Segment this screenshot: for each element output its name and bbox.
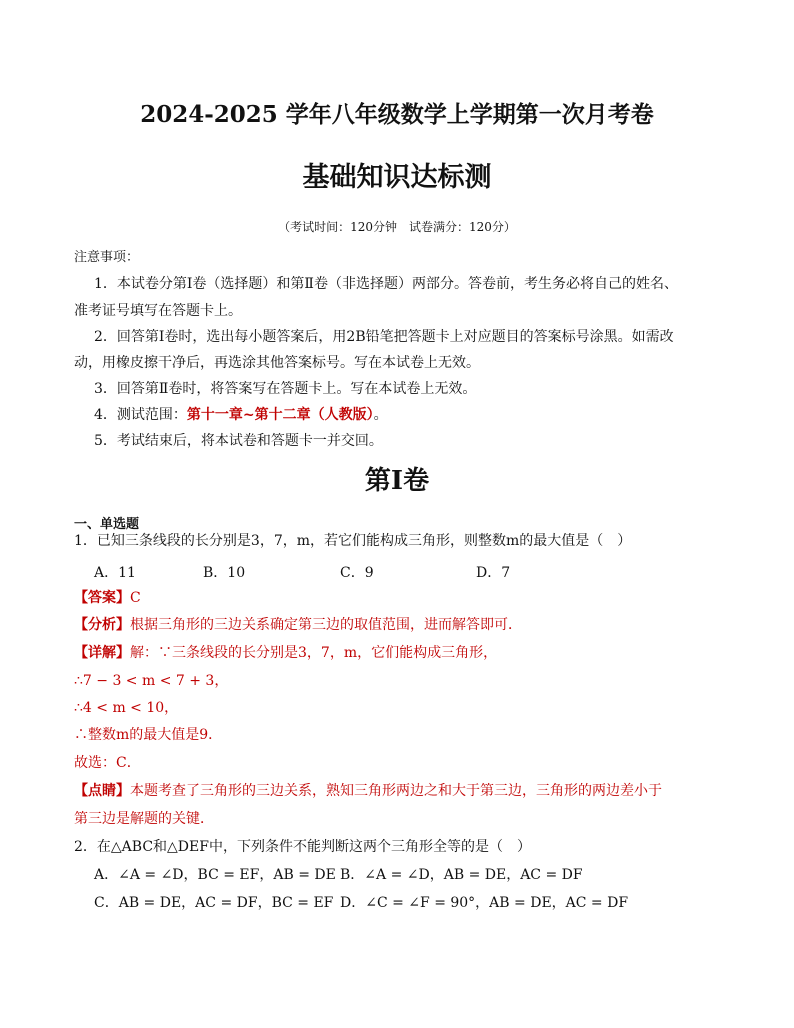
note-item-2-line-2: 动，用橡皮擦干净后，再选涂其他答案标号。写在本试卷上无效。 — [74, 355, 480, 371]
volume-title: 第Ⅰ卷 — [364, 466, 430, 496]
answer-tag: 【答案】 — [74, 590, 130, 606]
solution-step-2: ∴4 < m < 10， — [74, 700, 179, 716]
question-1-analysis — [74, 614, 522, 634]
question-1-comment — [74, 780, 662, 800]
note-item-4-prefix: 4．测试范围： — [94, 407, 187, 423]
question-1-comment-line-2: 第三边是解题的关键． — [74, 811, 214, 827]
analysis-tag: 【分析】 — [74, 617, 130, 633]
analysis-text: 根据三角形的三边关系确定第三边的取值范围，进而解答即可． — [130, 617, 522, 633]
question-1-answer — [74, 587, 141, 607]
question-1-option-b: B．10 — [203, 565, 246, 581]
note-item-1-line-2: 准考证号填写在答题卡上。 — [74, 303, 242, 319]
note-item-3: 3．回答第Ⅱ卷时，将答案写在答题卡上。写在本试卷上无效。 — [94, 381, 477, 397]
comment-text: 本题考查了三角形的三边关系，熟知三角形两边之和大于第三边，三角形的两边差小于 — [130, 783, 662, 799]
solution-step-3: ∴整数m的最大值是9． — [74, 727, 223, 743]
question-1-stem: 1．已知三条线段的长分别是3，7，m，若它们能构成三角形，则整数m的最大值是（ ） — [74, 533, 632, 549]
section-title: 一、单选题 — [74, 517, 140, 532]
comment-tag: 【点睛】 — [74, 783, 130, 799]
document-title: 2024-2025 学年八年级数学上学期第一次月考卷 — [140, 101, 654, 128]
question-2-option-a: A．∠A = ∠D，BC = EF，AB = DE — [94, 867, 336, 883]
question-1-detail — [74, 642, 497, 662]
note-item-4-suffix: 。 — [373, 407, 388, 423]
question-1-option-c: C．9 — [340, 565, 374, 581]
question-1-option-d: D．7 — [476, 565, 511, 581]
solution-choice: 故选：C． — [74, 755, 141, 771]
detail-text: 解：∵三条线段的长分别是3，7，m，它们能构成三角形， — [130, 645, 498, 661]
notes-heading: 注意事项： — [74, 250, 140, 265]
note-item-2-line-1: 2．回答第Ⅰ卷时，选出每小题答案后，用2B铅笔把答题卡上对应题目的答案标号涂黑。如需改 — [94, 329, 674, 345]
question-1-option-a: A．11 — [94, 565, 136, 581]
note-item-4 — [94, 404, 388, 424]
note-item-1-line-1: 1．本试卷分第Ⅰ卷（选择题）和第Ⅱ卷（非选择题）两部分。答卷前，考生务必将自己的姓名、 — [94, 276, 678, 292]
note-item-5: 5．考试结束后，将本试卷和答题卡一并交回。 — [94, 433, 383, 449]
question-2-option-d: D．∠C = ∠F = 90°，AB = DE，AC = DF — [340, 895, 629, 911]
question-2-option-b: B．∠A = ∠D，AB = DE，AC = DF — [340, 867, 583, 883]
solution-step-1: ∴7 − 3 < m < 7 + 3， — [74, 673, 229, 689]
exam-info: （考试时间：120分钟 试卷满分：120分） — [278, 220, 516, 234]
detail-tag: 【详解】 — [74, 645, 130, 661]
question-2-option-c: C．AB = DE，AC = DF，BC = EF — [94, 895, 334, 911]
answer-value: C — [130, 590, 141, 606]
question-2-stem: 2．在△ABC和△DEF中，下列条件不能判断这两个三角形全等的是（ ） — [74, 839, 531, 855]
test-scope: 第十一章~第十二章（人教版） — [186, 407, 374, 423]
document-subtitle: 基础知识达标测 — [302, 162, 492, 193]
